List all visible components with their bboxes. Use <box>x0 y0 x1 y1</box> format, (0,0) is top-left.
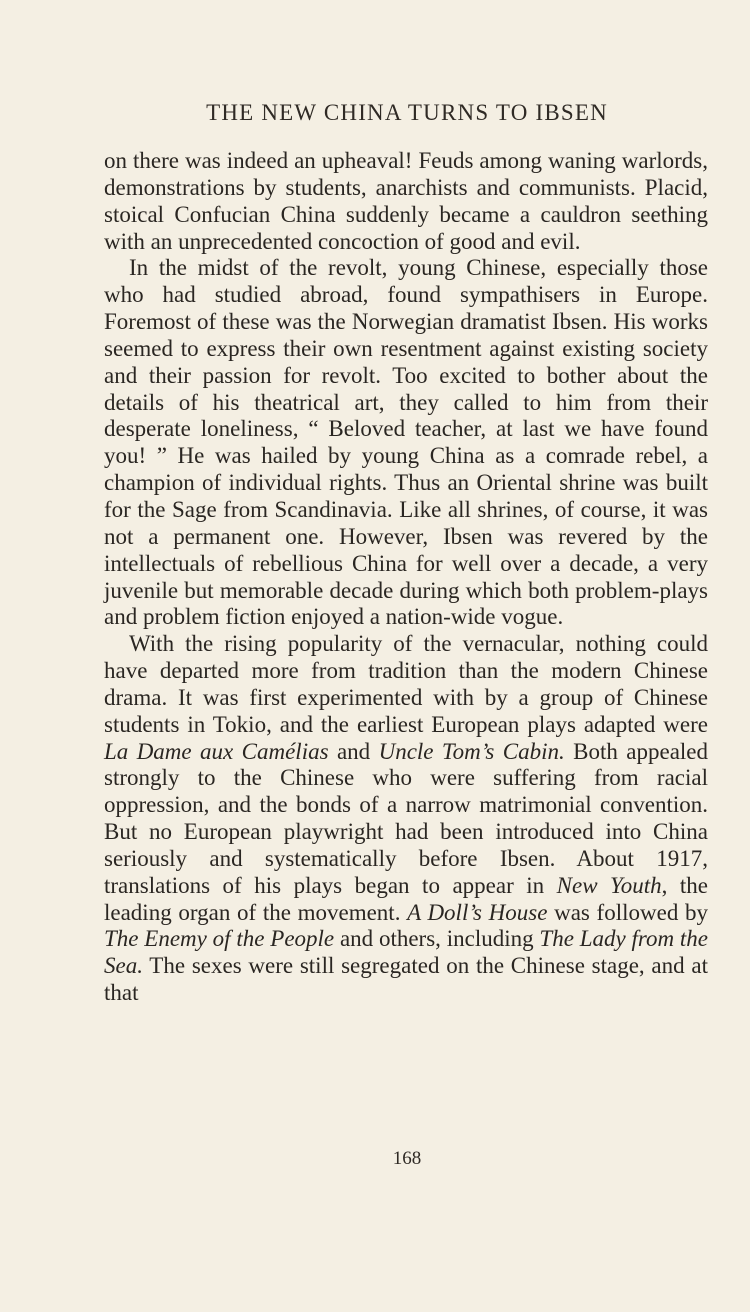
text-run: Both appealed strongly to the Chinese who were suffering from racial oppression, and the bonds of a narrow matrimonial convention. But no European playwright had been introduced into China seriously and systematically before Ibsen. About 1917, translations of his plays began to appear in <box>104 738 708 898</box>
italic-title: New Youth <box>556 872 662 898</box>
text-run: , the leading organ of the movement. <box>104 872 708 925</box>
text-run: was followed by <box>547 899 708 925</box>
text-run: and <box>328 738 379 764</box>
text-run: on there was indeed an upheaval! Feuds among waning warlords, demonstrations by students, anarchists and communists. Placid, stoical Confucian China suddenly became a cauldron seething with an unprecedented concoction of good and evil. <box>104 148 708 254</box>
text-run: The sexes were still segregated on the Chinese stage, and at that <box>104 953 708 1006</box>
text-run: In the midst of the revolt, young Chinese, especially those who had studied abroad, found sympathisers in Europe. Foremost of these was the Norwegian dramatist Ibsen. His works seemed to express their own resentment against existing society and their passion for revolt. Too excited to bother about the details of his theatrical art, they called to him from their desperate loneliness, “ Beloved teacher, at last we have found you! ” He was hailed by young China as a comrade rebel, a champion of individual rights. Thus an Oriental shrine was built for the Sage from Scandinavia. Like all shrines, of course, it was not a permanent one. However, Ibsen was revered by the intellectuals of rebellious China for well over a decade, a very juvenile but memorable decade during which both problem-plays and problem fiction enjoyed a nation-wide vogue. <box>104 255 708 630</box>
body-text <box>104 148 708 1007</box>
text-run: With the rising popularity of the vernacular, nothing could have departed more from tradition than the modern Chinese drama. It was first experimented with by a group of Chinese students in Tokio, and the earliest European plays adapted were <box>104 631 708 737</box>
running-head: THE NEW CHINA TURNS TO IBSEN <box>206 100 608 125</box>
italic-title: A Doll’s House <box>407 899 548 925</box>
paragraph-2 <box>104 255 708 631</box>
italic-title: La Dame aux Camélias <box>104 738 329 764</box>
page-number: 168 <box>392 1148 422 1169</box>
italic-title: Uncle Tom’s Cabin. <box>378 738 565 764</box>
paragraph-3 <box>104 631 708 1007</box>
italic-title: The Lady from the Sea. <box>104 926 709 979</box>
paragraph-1 <box>104 148 708 255</box>
italic-title: The Enemy of the People <box>104 926 335 952</box>
text-run: and others, including <box>334 926 540 952</box>
